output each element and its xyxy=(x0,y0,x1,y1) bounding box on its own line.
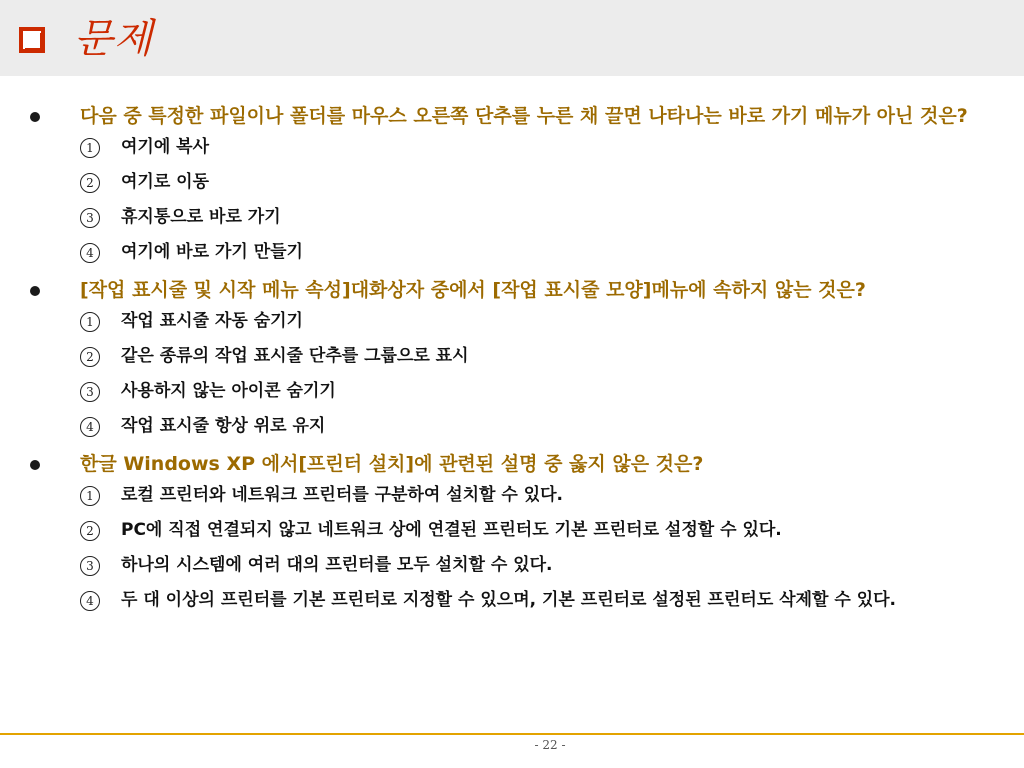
choice-item xyxy=(0,417,1024,452)
question-1 xyxy=(0,104,1024,129)
bullet-icon xyxy=(30,112,40,122)
choice-text: 사용하지 않는 아이콘 숨기기 xyxy=(121,381,336,401)
slide-content xyxy=(0,104,1024,647)
slide-title: 문제 xyxy=(74,16,154,62)
question-2 xyxy=(0,278,1024,303)
choice-number: 3 xyxy=(80,556,100,576)
choice-number: 2 xyxy=(80,173,100,193)
choice-text: 작업 표시줄 항상 위로 유지 xyxy=(121,416,326,436)
bullet-icon xyxy=(30,286,40,296)
choice-number: 1 xyxy=(80,312,100,332)
choice-text: PC에 직접 연결되지 않고 네트워크 상에 연결된 프린터도 기본 프린터로 설정할 수 있다. xyxy=(121,520,782,540)
choice-item xyxy=(0,591,1024,647)
choice-text: 같은 종류의 작업 표시줄 단추를 그룹으로 표시 xyxy=(121,346,469,366)
checkbox-icon xyxy=(19,27,45,53)
page-number: - 22 - xyxy=(534,738,566,752)
choice-number: 1 xyxy=(80,486,100,506)
choice-text: 여기로 이동 xyxy=(121,172,210,192)
choice-item xyxy=(0,243,1024,278)
choice-number: 1 xyxy=(80,138,100,158)
question-text: 다음 중 특정한 파일이나 폴더를 마우스 오른쪽 단추를 누른 채 끌면 나타나는 바로 가기 메뉴가 아닌 것은? xyxy=(80,105,968,127)
choice-text: 로컬 프린터와 네트워크 프린터를 구분하여 설치할 수 있다. xyxy=(121,485,564,505)
bullet-icon xyxy=(30,460,40,470)
choice-number: 4 xyxy=(80,243,100,263)
question-text: 한글 Windows XP 에서[프린터 설치]에 관련된 설명 중 옳지 않은 것은? xyxy=(80,453,704,475)
choice-number: 2 xyxy=(80,521,100,541)
choice-text: 작업 표시줄 자동 숨기기 xyxy=(121,311,303,331)
choice-number: 3 xyxy=(80,208,100,228)
choice-text: 하나의 시스템에 여러 대의 프린터를 모두 설치할 수 있다. xyxy=(121,555,553,575)
slide-header xyxy=(0,0,1024,76)
footer-divider xyxy=(0,733,1024,735)
question-3 xyxy=(0,452,1024,477)
choice-number: 3 xyxy=(80,382,100,402)
choice-text: 여기에 복사 xyxy=(121,137,210,157)
choice-text: 휴지통으로 바로 가기 xyxy=(121,207,281,227)
question-text: [작업 표시줄 및 시작 메뉴 속성]대화상자 중에서 [작업 표시줄 모양]메뉴에 속하지 않는 것은? xyxy=(80,279,866,301)
choice-number: 2 xyxy=(80,347,100,367)
choice-number: 4 xyxy=(80,417,100,437)
choice-number: 4 xyxy=(80,591,100,611)
choice-text: 여기에 바로 가기 만들기 xyxy=(121,242,303,262)
choice-text: 두 대 이상의 프린터를 기본 프린터로 지정할 수 있으며, 기본 프린터로 설정된 프린터도 삭제할 수 있다. xyxy=(121,590,896,610)
